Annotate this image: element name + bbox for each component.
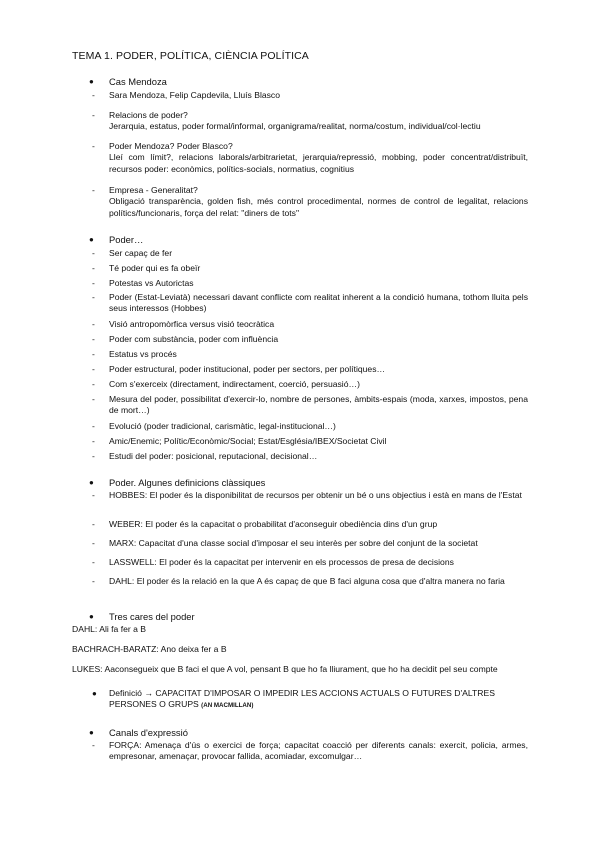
list-item: - Empresa - Generalitat? Obligació transparència, golden fish, més control procedimental, normes de control de legalitat, relacions polítics/funcionaris, força del relat: "diners de tots" — [92, 185, 528, 218]
list-item: - Potestas vs Autorictas — [92, 278, 194, 288]
list-item: - Estudi del poder: posicional, reputacional, decisional… — [92, 451, 318, 461]
bullet-icon: ● — [89, 478, 94, 487]
document-title: TEMA 1. PODER, POLÍTICA, CIÈNCIA POLÍTICA — [72, 50, 309, 62]
list-item: - Poder Mendoza? Poder Blasco? Lleí com límit?, relacions laborals/arbitrarietat, jerarquia/repressió, mobbing, poder concentrat/distribuït, recursos poder: econòmics, polítics-socials, normatius, cognitius — [92, 141, 528, 174]
bullet-icon: ● — [92, 689, 97, 698]
list-item: - Té poder qui es fa obeïr — [92, 263, 201, 273]
definition-source: (AN MACMILLAN) — [201, 702, 254, 710]
dash-icon: - — [92, 451, 95, 461]
dash-icon: - — [92, 421, 95, 431]
document-page: TEMA 1. PODER, POLÍTICA, CIÈNCIA POLÍTICA ● Cas Mendoza - Sara Mendoza, Felip Capdevila, Lluís Blasco - Relacions de poder? Jerarquia, estatus, poder formal/informal, organigrama/realitat, norma/costum, individual/col·lectiu - Poder Mendoza? Poder Blasco? Lleí com límit?, relacions laborals/arbitrarietat, jerarquia/repressió, mobbing, poder concentrat/distribuït, recursos poder: econòmics, polítics-socials, normatius, cognitius - Empresa - Generalitat? Obligació transparència, golden fish, més control procedimental, normes de control de legalitat, relacions polítics/funcionaris, força del relat: "diners de tots" ● Poder… - Ser capaç de fer - Té poder qui es fa obeïr - Potestas vs Autorictas - Poder (Estat-Leviatà) necessari davant conflicte com realitat inherent a la condició humana, tothom lluita pels seus interessos (Hobbes) - Visió antropomòrfica versus visió teocràtica - Poder com substància, poder com influència - Estatus vs procés - Poder estructural, poder institucional, poder per sectors, per polítiques… - Com s'exerceix (directament, indirectament, coerció, persuasió…) - Mesura del poder, possibilitat d'exercir-lo, nombre de persones, àmbits-espais (moda, xarxes, impostos, pena de mort…) - Evolució (poder tradicional, carismàtic, legal-institucional…) - Amic/Enemic; Polític/Econòmic/Social; Estat/Església/IBEX/Societat Civil - Estudi del poder: posicional, reputacional, decisional… ● Poder. Algunes definicions clàssiques - HOBBES: El poder és la disponibilitat de recursos per obtenir un bé o uns objectius i està en mans de l'Estat - WEBER: El poder és la capacitat o probabilitat d'aconseguir obediència dins d'un grup - MARX: Capacitat d'una classe social d'imposar el seu interès per sobre del conjunt de la societat - LASSWELL: El poder és la capacitat per intervenir en els processos de presa de decisions - DAHL: El poder és la relació en la que A és capaç de que B faci alguna cosa que d'altra manera no faria ● Tres cares del poder DAHL: Ali fa fer a B BACHRACH-BARATZ: Ano deixa fer a B LUKES: Aaconsegueix que B faci el que A vol, pensant B que ho fa lliurament, que ho ha decidit pel seu compte ● Definició → CAPACITAT D'IMPOSAR O IMPEDIR LES ACCIONS ACTUALS O FUTURES D'ALTRES PERSONES O GRUPS (AN MACMILLAN) ● Canals d'expressió - FORÇA: Amenaça d'ús o exercici de força; capacitat coacció per diferents canals: exercit, policia, armes, empresonar, amenaçar, provocar fallida, acomiadar, excomulgar… — [72, 50, 528, 762]
bullet-icon: ● — [89, 77, 94, 86]
list-item: - LASSWELL: El poder és la capacitat per intervenir en els processos de presa de decisions — [92, 557, 454, 567]
list-item: - DAHL: El poder és la relació en la que A és capaç de que B faci alguna cosa que d'altra manera no faria — [92, 576, 505, 586]
list-item: - Sara Mendoza, Felip Capdevila, Lluís Blasco — [92, 90, 281, 100]
paragraph-line: DAHL: Ali fa fer a B — [72, 624, 147, 634]
list-item: - Com s'exerceix (directament, indirectament, coerció, persuasió…) — [92, 379, 360, 389]
paragraph-line: LUKES: Aaconsegueix que B faci el que A vol, pensant B que ho fa lliurament, que ho ha decidit pel seu compte — [72, 664, 498, 674]
list-item: - Estatus vs procés — [92, 349, 177, 359]
dash-icon: - — [92, 278, 95, 288]
dash-icon: - — [92, 185, 95, 195]
dash-icon: - — [92, 576, 95, 586]
dash-icon: - — [92, 490, 95, 500]
dash-icon: - — [92, 292, 95, 302]
dash-icon: - — [92, 110, 95, 120]
list-item: - Poder com substància, poder com influència — [92, 334, 279, 344]
definition-item — [92, 688, 528, 712]
list-item: - Poder estructural, poder institucional, poder per sectors, per polítiques… — [92, 364, 386, 374]
dash-icon: - — [92, 141, 95, 151]
bullet-icon: ● — [89, 235, 94, 244]
dash-icon: - — [92, 334, 95, 344]
dash-icon: - — [92, 263, 95, 273]
list-item: - Amic/Enemic; Polític/Econòmic/Social; Estat/Església/IBEX/Societat Civil — [92, 436, 387, 446]
list-item: - Evolució (poder tradicional, carismàtic, legal-institucional…) — [92, 421, 336, 431]
list-item: - Visió antropomòrfica versus visió teocràtica — [92, 319, 275, 329]
list-item: - Poder (Estat-Leviatà) necessari davant conflicte com realitat inherent a la condició humana, tothom lluita pels seus interessos (Hobbes) — [92, 292, 528, 314]
dash-icon: - — [92, 364, 95, 374]
dash-icon: - — [92, 379, 95, 389]
list-item: - FORÇA: Amenaça d'ús o exercici de força; capacitat coacció per diferents canals: exercit, policia, armes, empresonar, amenaçar, provocar fallida, acomiadar, excomulgar… — [92, 740, 528, 762]
list-item: - MARX: Capacitat d'una classe social d'imposar el seu interès per sobre del conjunt de la societat — [92, 538, 478, 548]
dash-icon: - — [92, 90, 95, 100]
list-item: - HOBBES: El poder és la disponibilitat de recursos per obtenir un bé o uns objectius i està en mans de l'Estat — [92, 490, 522, 500]
dash-icon: - — [92, 538, 95, 548]
list-item: - Mesura del poder, possibilitat d'exercir-lo, nombre de persones, àmbits-espais (moda, xarxes, impostos, pena de mort…) — [92, 394, 528, 416]
dash-icon: - — [92, 248, 95, 258]
dash-icon: - — [92, 319, 95, 329]
bullet-icon: ● — [89, 728, 94, 737]
dash-icon: - — [92, 557, 95, 567]
dash-icon: - — [92, 394, 95, 404]
list-item: - Relacions de poder? Jerarquia, estatus, poder formal/informal, organigrama/realitat, norma/costum, individual/col·lectiu — [92, 110, 481, 132]
list-item: - Ser capaç de fer — [92, 248, 173, 258]
dash-icon: - — [92, 349, 95, 359]
bullet-icon: ● — [89, 612, 94, 621]
dash-icon: - — [92, 436, 95, 446]
dash-icon: - — [92, 519, 95, 529]
dash-icon: - — [92, 740, 95, 750]
paragraph-line: BACHRACH-BARATZ: Ano deixa fer a B — [72, 644, 227, 654]
definition-text: Definició → CAPACITAT D'IMPOSAR O IMPEDIR LES ACCIONS ACTUALS O FUTURES D'ALTRES PERSONES O GRUPS — [109, 688, 495, 710]
list-item: - WEBER: El poder és la capacitat o probabilitat d'aconseguir obediència dins d'un grup — [92, 519, 438, 529]
